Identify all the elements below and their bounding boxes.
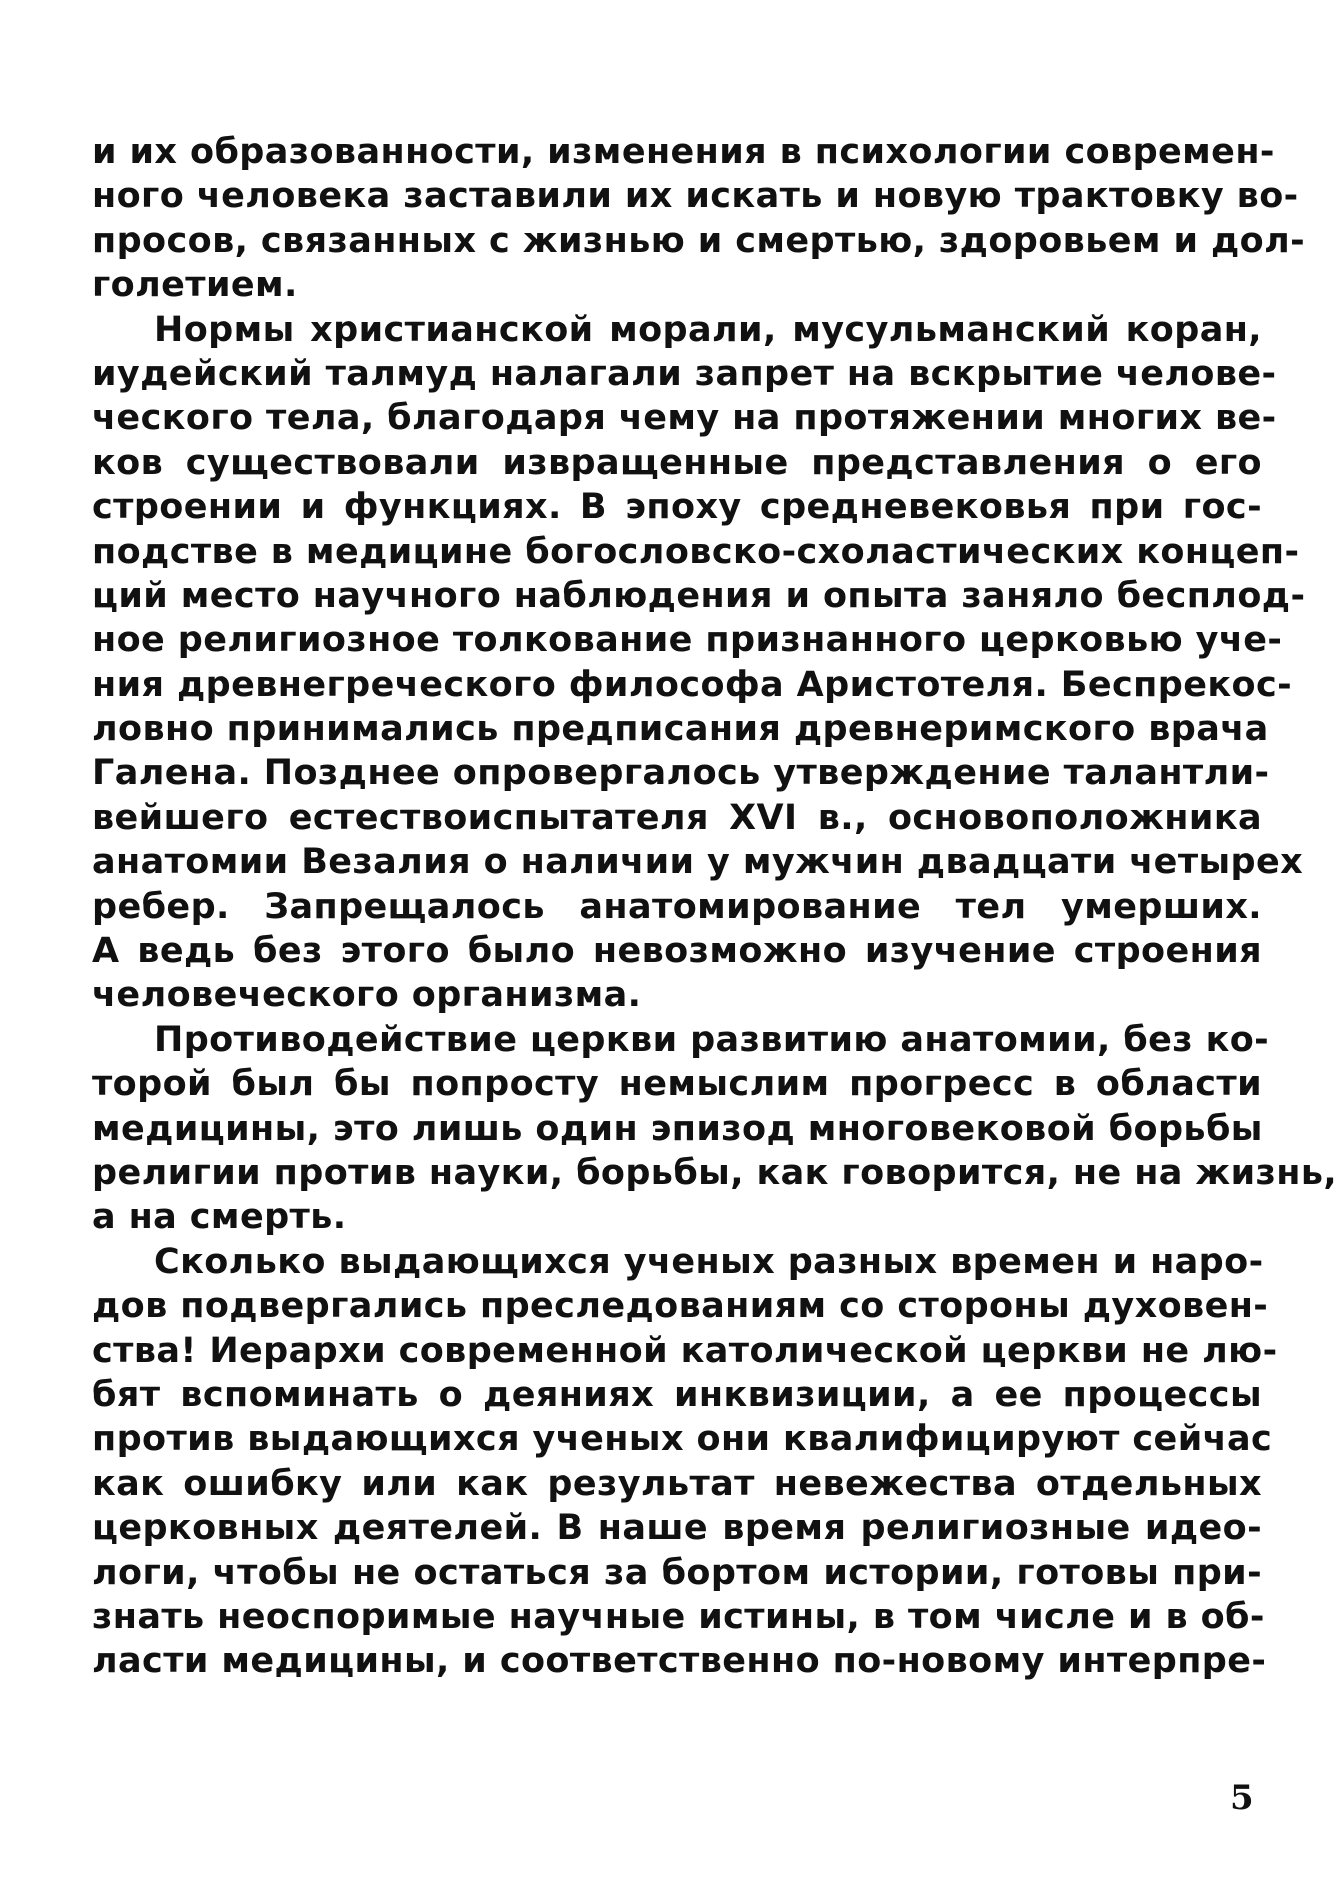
text-line: строении и функциях. В эпоху средневековья при гос- bbox=[92, 487, 1262, 528]
text-line: Нормы христианской морали, мусульманский коран, bbox=[154, 309, 1262, 350]
text-line: ков существовали извращенные представления о его bbox=[92, 442, 1262, 483]
text-line: человеческого организма. bbox=[92, 975, 642, 1016]
text-line: логи, чтобы не остаться за бортом истории, готовы при- bbox=[92, 1552, 1262, 1593]
text-line: иудейский талмуд налагали запрет на вскрытие челове- bbox=[92, 353, 1277, 394]
text-line: ческого тела, благодаря чему на протяжении многих ве- bbox=[92, 398, 1277, 439]
text-line: знать неоспоримые научные истины, в том числе и в об- bbox=[92, 1596, 1265, 1637]
text-line: и их образованности, изменения в психологии современ- bbox=[92, 132, 1275, 172]
text-line: Противодействие церкви развитию анатомии, без ко- bbox=[154, 1019, 1270, 1060]
text-line: ства! Иерархи современной католической церкви не лю- bbox=[92, 1330, 1278, 1371]
text-line: просов, связанных с жизнью и смертью, здоровьем и дол- bbox=[92, 220, 1306, 261]
text-line: а на смерть. bbox=[92, 1197, 347, 1238]
text-line: ного человека заставили их искать и новую трактовку во- bbox=[92, 176, 1299, 217]
text-line: религии против науки, борьбы, как говорится, не на жизнь, bbox=[92, 1152, 1338, 1193]
text-line: ния древнегреческого философа Аристотеля. Беспрекос- bbox=[92, 664, 1293, 705]
text-line: торой был бы попросту немыслим прогресс в области bbox=[92, 1064, 1262, 1105]
text-line: ребер. Запрещалось анатомирование тел умерших. bbox=[92, 886, 1262, 927]
text-line: ций место научного наблюдения и опыта заняло бесплод- bbox=[92, 575, 1306, 616]
text-line: бят вспоминать о деяниях инквизиции, а ее процессы bbox=[92, 1374, 1262, 1415]
text-line: медицины, это лишь один эпизод многовековой борьбы bbox=[92, 1108, 1263, 1149]
text-line: ласти медицины, и соответственно по-новому интерпре- bbox=[92, 1641, 1267, 1682]
text-line: дов подвергались преследованиям со стороны духовен- bbox=[92, 1286, 1269, 1327]
text-line: как ошибку или как результат невежества отдельных bbox=[92, 1463, 1262, 1504]
page-text bbox=[92, 130, 1338, 1684]
text-line: ное религиозное толкование признанного церковью уче- bbox=[92, 620, 1283, 661]
text-line: вейшего естествоиспытателя XVI в., основоположника bbox=[92, 797, 1262, 838]
text-line: против выдающихся ученых они квалифицируют сейчас bbox=[92, 1419, 1273, 1460]
text-line: А ведь без этого было невозможно изучение строения bbox=[92, 931, 1262, 972]
page-number: 5 bbox=[1230, 1778, 1254, 1818]
text-line: Галена. Позднее опровергалось утверждение талантли- bbox=[92, 753, 1270, 794]
text-line: Сколько выдающихся ученых разных времен и наро- bbox=[154, 1241, 1264, 1282]
text-line: подстве в медицине богословско-схоластических концеп- bbox=[92, 531, 1300, 572]
text-line: ловно принимались предписания древнеримского врача bbox=[92, 709, 1269, 750]
text-line: голетием. bbox=[92, 265, 298, 306]
text-line: церковных деятелей. В наше время религиозные идео- bbox=[92, 1508, 1262, 1549]
text-line: анатомии Везалия о наличии у мужчин двадцати четырех bbox=[92, 842, 1304, 883]
